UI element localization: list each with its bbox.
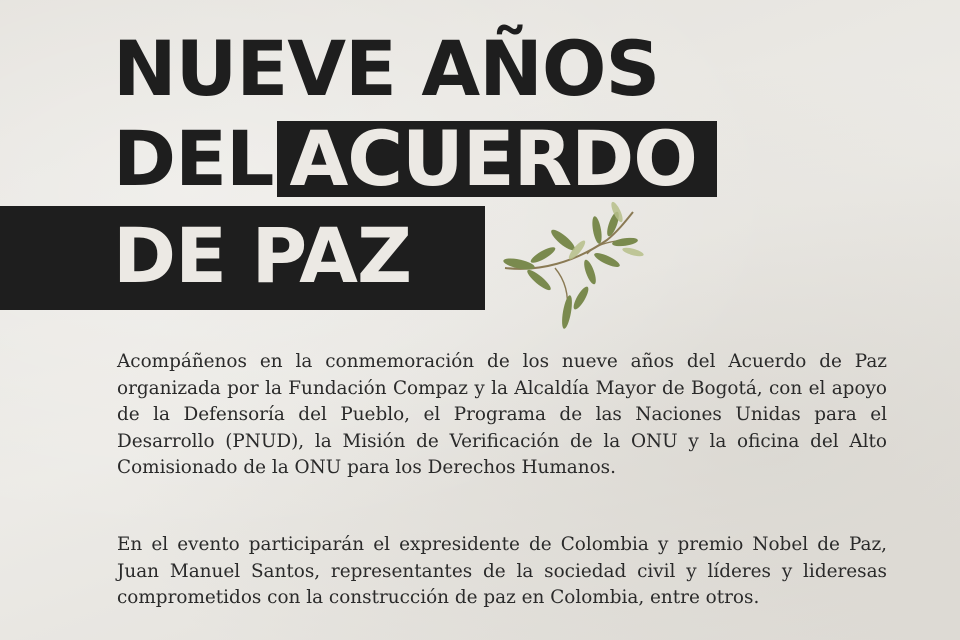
olive-branch-icon (495, 200, 645, 340)
body-paragraph-1: Acompáñenos en la conmemoración de los nueve años del Acuerdo de Paz organizada por la Fundación Compaz y la Alcaldía Mayor de Bogotá, con el apoyo de la Defensoría del Pueblo, el Programa de las Naciones Unidas para el Desarrollo (PNUD), la Misión de Verificación de la ONU y la oficina del Alto Comisionado de la ONU para los Derechos Humanos. (117, 351, 887, 478)
body-paragraph-2: En el evento participarán el expresidente de Colombia y premio Nobel de Paz, Juan Manuel Santos, representantes de la sociedad civil y líderes y lideresas comprometidos con la construcción de paz en Colombia, entre otros. (117, 534, 887, 608)
headline-line-2 (113, 114, 717, 203)
headline-line-3: DE PAZ (113, 211, 412, 300)
headline-line-1: NUEVE AÑOS (113, 24, 660, 113)
headline-line-2-prefix: DEL (113, 114, 274, 203)
headline-highlight-acuerdo: ACUERDO (277, 121, 716, 197)
